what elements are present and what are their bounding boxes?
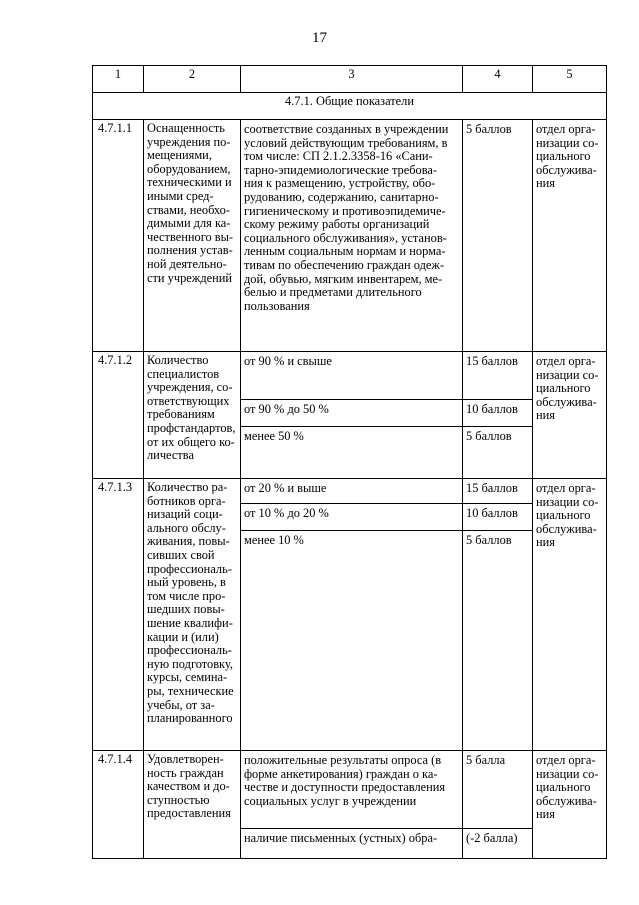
indicator-name-line: специалистов [147, 366, 220, 381]
criterion-line: от 10 % до 20 % [244, 506, 329, 520]
indicator-name-line: ступностью [147, 792, 210, 807]
indicator-name-line: профессиональ- [147, 561, 232, 576]
responsible-department-line: ния [536, 535, 555, 550]
indicator-name-line: ры, технические [147, 683, 234, 698]
indicator-name-line: профстандартов, [147, 420, 236, 435]
score: 5 баллов [463, 427, 533, 479]
score: 5 баллов [463, 120, 533, 352]
indicator-name-line: от их общего ко- [147, 434, 235, 449]
header-row [93, 66, 607, 93]
indicator-name-line: сивших свой [147, 547, 215, 562]
score: (-2 балла) [463, 829, 533, 859]
criterion-line: честве и доступности предоставления [244, 780, 446, 795]
criterion-line: скому режиму работы организаций [244, 217, 430, 232]
indicator-name [144, 120, 241, 352]
indicator-name-line: ответствующих [147, 393, 230, 408]
column-header: 1 [93, 66, 144, 93]
criterion-line: соответствие созданных в учреждении [244, 122, 449, 136]
responsible-department-line: ния [536, 176, 555, 191]
indicator-name-line: шение квалифи- [147, 615, 233, 630]
criterion [241, 751, 463, 829]
criterion-line: рудованию, содержанию, санитарно- [244, 189, 439, 204]
responsible-department [533, 120, 607, 352]
responsible-department [533, 751, 607, 859]
column-header: 5 [533, 66, 607, 93]
indicator-number: 4.7.1.1 [93, 120, 144, 352]
score: 10 баллов [463, 504, 533, 531]
indicator-name-line: низаций соци- [147, 507, 223, 522]
responsible-department-line: отдел орга- [536, 354, 596, 368]
indicator-name-line: чественного вы- [147, 229, 234, 244]
responsible-department-line: циального [536, 149, 591, 164]
score: 15 баллов [463, 479, 533, 504]
table-row [93, 751, 607, 829]
responsible-department [533, 479, 607, 751]
criterion-line: социального обслуживания», установ- [244, 230, 447, 245]
criterion-line: пользования [244, 298, 310, 313]
indicator-name-line: техническими и [147, 175, 232, 190]
criterion-line: социальных услуг в учреждении [244, 793, 417, 808]
criterion-line: от 90 % до 50 % [244, 402, 329, 416]
score: 5 баллов [463, 531, 533, 751]
criterion [241, 400, 463, 427]
responsible-department-line: низации со- [536, 494, 599, 509]
criterion-line: наличие письменных (устных) обра- [244, 831, 438, 845]
indicator-name-line: оборудованием, [147, 161, 231, 176]
indicator-name-line: мещениями, [147, 148, 212, 163]
indicator-name-line: предоставления [147, 806, 231, 821]
responsible-department-line: низации со- [536, 135, 599, 150]
indicator-name-line: ную подготовку, [147, 656, 233, 671]
criterion-line: дой, обувью, мягким инвентарем, ме- [244, 271, 443, 286]
indicator-number: 4.7.1.3 [93, 479, 144, 751]
criterion [241, 352, 463, 400]
indicator-name-line: требованиям [147, 407, 215, 422]
score: 10 баллов [463, 400, 533, 427]
responsible-department-line: низации со- [536, 367, 599, 382]
score: 15 баллов [463, 352, 533, 400]
indicator-name-line: шедших повы- [147, 602, 225, 617]
indicator-number: 4.7.1.4 [93, 751, 144, 859]
criterion-line: форме анкетирования) граждан о ка- [244, 766, 438, 781]
responsible-department-line: циального [536, 780, 591, 795]
section-title: 4.7.1. Общие показатели [93, 93, 607, 120]
table-row [93, 479, 607, 504]
indicator-name-line: учреждения по- [147, 134, 231, 149]
indicator-name-line: ствами, необхо- [147, 202, 230, 217]
indicator-name-line: кации и (или) [147, 629, 219, 644]
responsible-department-line: отдел орга- [536, 122, 596, 136]
responsible-department-line: отдел орга- [536, 481, 596, 495]
indicator-name-line: планированного [147, 711, 233, 726]
indicator-name-line: димыми для ка- [147, 216, 231, 231]
criterion-line: белью и предметами длительного [244, 285, 422, 300]
responsible-department-line: низации со- [536, 766, 599, 781]
page-number: 17 [312, 30, 327, 46]
criterion [241, 479, 463, 504]
indicator-name-line: ной деятельно- [147, 256, 227, 271]
indicator-name-line: ального обслу- [147, 520, 226, 535]
indicator-name-line: полнения устав- [147, 243, 233, 258]
criterion-line: от 90 % и свыше [244, 354, 332, 368]
indicator-name-line: ный уровень, в [147, 575, 226, 590]
criterion-line: тивам по обеспечению граждан одеж- [244, 257, 445, 272]
indicator-name-line: учреждения, со- [147, 380, 233, 395]
responsible-department-line: циального [536, 381, 591, 396]
responsible-department-line: обслужива- [536, 521, 597, 536]
responsible-department-line: циального [536, 508, 591, 523]
criterion-line: менее 50 % [244, 429, 304, 443]
column-header: 2 [144, 66, 241, 93]
indicator-name-line: курсы, семина- [147, 670, 228, 685]
indicator-name-line: Количество [147, 353, 209, 367]
criterion-line: гигиеническому и противоэпидемиче- [244, 203, 446, 218]
responsible-department-line: обслужива- [536, 793, 597, 808]
responsible-department [533, 352, 607, 479]
criterion [241, 829, 463, 859]
responsible-department-line: обслужива- [536, 162, 597, 177]
section-row [93, 93, 607, 120]
responsible-department-line: обслужива- [536, 394, 597, 409]
indicator-name-line: профессиональ- [147, 643, 232, 658]
indicator-name-line: Количество ра- [147, 480, 228, 494]
score: 5 балла [463, 751, 533, 829]
responsible-department-line: ния [536, 408, 555, 423]
responsible-department-line: отдел орга- [536, 753, 596, 767]
table-row [93, 120, 607, 352]
indicator-name-line: учебы, от за- [147, 697, 215, 712]
criterion [241, 531, 463, 751]
responsible-department-line: ния [536, 807, 555, 822]
criterion-line: ленным социальным нормам и норма- [244, 244, 446, 259]
indicator-name-line: иными сред- [147, 188, 214, 203]
column-header: 4 [463, 66, 533, 93]
criterion-line: условий действующим требованиям, в [244, 135, 448, 150]
indicator-name-line: ность граждан [147, 765, 224, 780]
criterion [241, 504, 463, 531]
indicator-name-line: том числе про- [147, 588, 226, 603]
indicator-name-line: Удовлетворен- [147, 752, 224, 766]
indicator-name-line: личества [147, 448, 194, 463]
indicator-name-line: Оснащенность [147, 121, 225, 135]
indicator-name [144, 352, 241, 479]
criterion-line: ния к размещению, устройству, обо- [244, 176, 436, 191]
criterion-line: том числе: СП 2.1.2.3358-16 «Сани- [244, 149, 433, 164]
criterion-line: положительные результаты опроса (в [244, 753, 442, 767]
indicator-name [144, 751, 241, 859]
indicators-table [92, 65, 607, 859]
criterion-line: тарно-эпидемиологические требова- [244, 162, 438, 177]
indicator-name-line: ботников орга- [147, 493, 226, 508]
indicator-name-line: сти учреждений [147, 270, 233, 285]
indicator-name-line: живания, повы- [147, 534, 230, 549]
criterion [241, 120, 463, 352]
indicator-name-line: качеством и до- [147, 779, 230, 794]
indicator-number: 4.7.1.2 [93, 352, 144, 479]
criterion [241, 427, 463, 479]
column-header: 3 [241, 66, 463, 93]
criterion-line: от 20 % и выше [244, 481, 327, 495]
table-row [93, 352, 607, 400]
criterion-line: менее 10 % [244, 533, 304, 547]
indicator-name [144, 479, 241, 751]
